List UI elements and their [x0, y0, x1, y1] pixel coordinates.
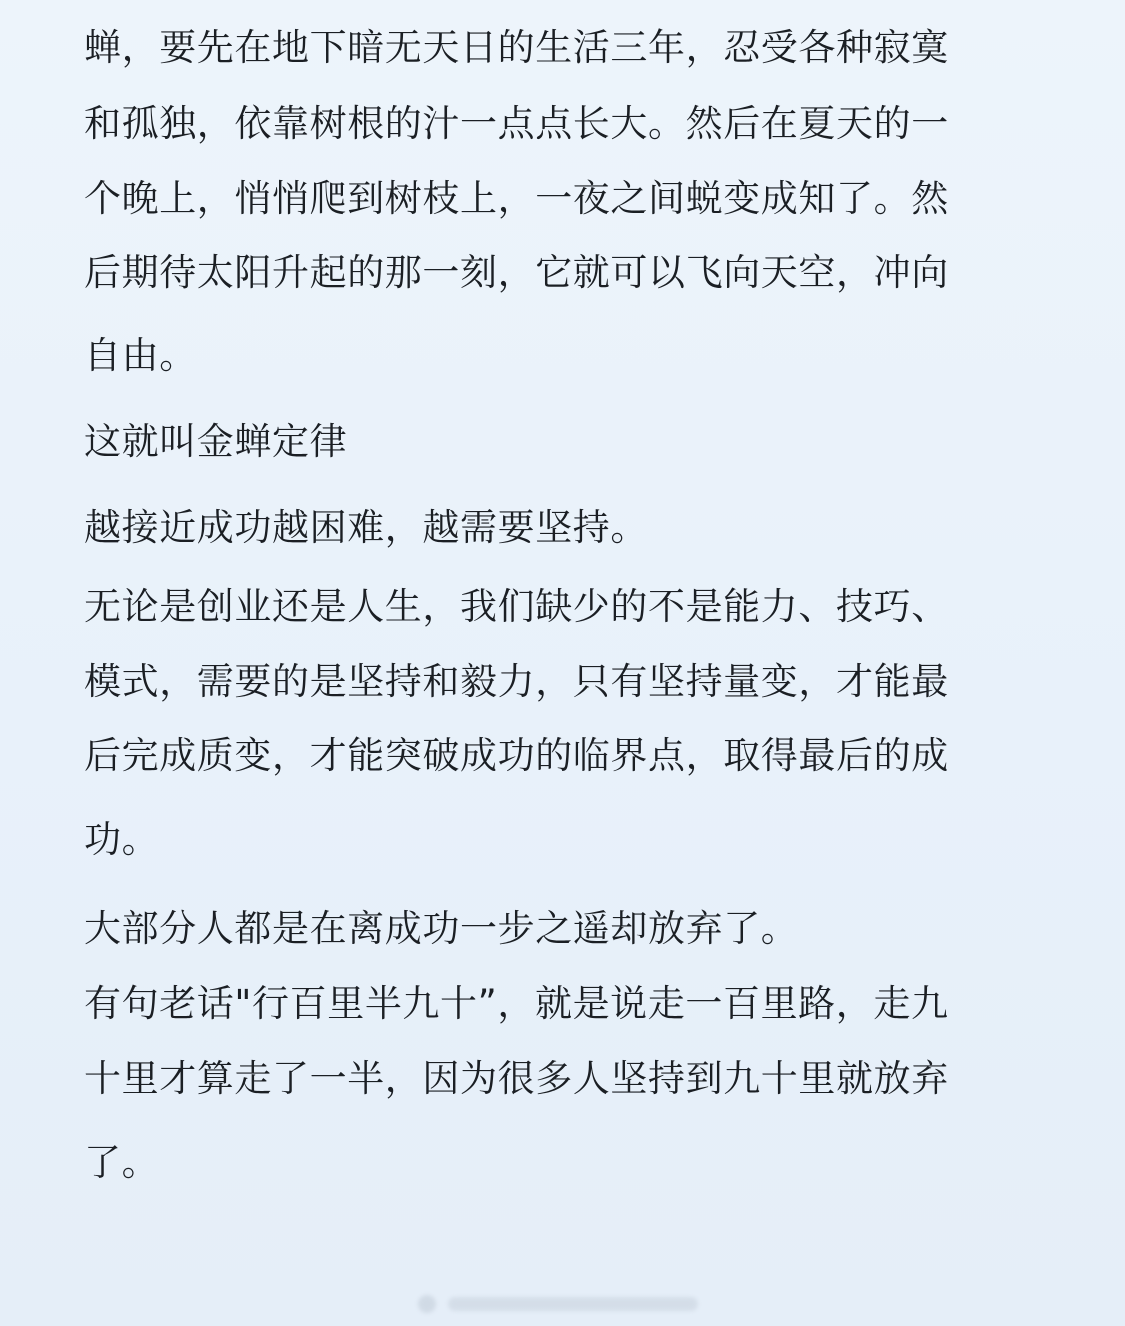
text-line: 大部分人都是在离成功一步之遥却放弃了。 — [84, 907, 799, 950]
text-line: 无论是创业还是人生，我们缺少的不是能力、技巧、 — [84, 585, 949, 628]
text-line: 有句老话"行百里半九十”，就是说走一百里路，走九 — [84, 982, 949, 1025]
paragraph-heading: 这就叫金蝉定律 — [84, 420, 348, 463]
text-line: 和孤独，依靠树根的汁一点点长大。然后在夏天的一 — [84, 102, 949, 145]
text-line: 后完成质变，才能突破成功的临界点，取得最后的成 — [84, 734, 949, 777]
text-line: 了。 — [84, 1141, 160, 1184]
text-line: 越接近成功越困难，越需要坚持。 — [84, 506, 648, 549]
text-line: 自由。 — [84, 334, 197, 377]
text-line: 后期待太阳升起的那一刻，它就可以飞向天空，冲向 — [84, 251, 949, 294]
text-line: 功。 — [84, 818, 160, 861]
text-line: 模式，需要的是坚持和毅力，只有坚持量变，才能最 — [84, 660, 949, 703]
watermark-dot-icon — [418, 1295, 436, 1313]
text-line: 蝉，要先在地下暗无天日的生活三年，忍受各种寂寞 — [84, 26, 949, 69]
blurred-watermark — [418, 1287, 708, 1321]
text-line: 十里才算走了一半，因为很多人坚持到九十里就放弃 — [84, 1057, 949, 1100]
text-line: 个晚上，悄悄爬到树枝上，一夜之间蜕变成知了。然 — [84, 177, 949, 220]
watermark-bar — [448, 1297, 698, 1311]
